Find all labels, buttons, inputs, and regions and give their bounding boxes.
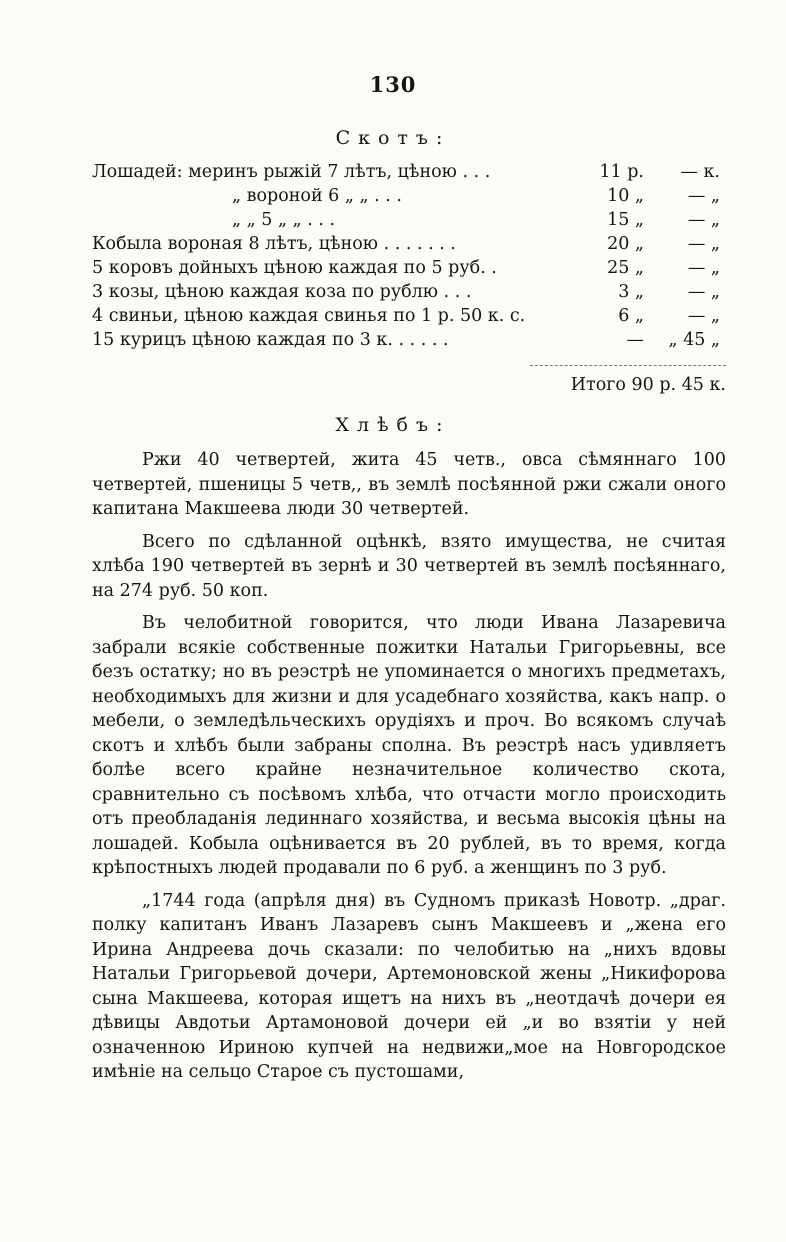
livestock-desc: 4 свиньи, цѣною каждая свинья по 1 р. 50 к. с. — [92, 306, 526, 326]
livestock-total: Итого 90 р. 45 к. — [570, 375, 726, 395]
livestock-desc: Лошадей: меринъ рыжій 7 лѣтъ, цѣною . . . — [92, 162, 491, 182]
livestock-row — [92, 256, 732, 280]
price-rub: 11 р. — [599, 162, 644, 182]
livestock-desc: 3 козы, цѣною каждая коза по рублю . . . — [92, 282, 472, 302]
price-kop: — „ — [687, 234, 720, 254]
livestock-desc: Кобыла вороная 8 лѣтъ, цѣною . . . . . . . — [92, 234, 456, 254]
livestock-row — [92, 232, 732, 256]
livestock-row — [92, 328, 732, 352]
quoted-paragraph: „1744 года (апрѣля дня) въ Судномъ приказѣ Новотр. „драг. полку капитанъ Иванъ Лазаревъ сынъ Макшеевъ и „жена его Ирина Андреева дочь сказали: по челобитью на „нихъ вдовы Натальи Григорьевой дочери, Артемоновской жены „Никифорова сына Макшеева, которая ищетъ на нихъ въ „неотдачѣ дочери ея дѣвицы Авдотьи Артамоновой дочери ей „и во взятіи у ней означенною Ириною купчей на недвижи„мое на Новгородское имѣніе на сельцо Старое съ пустошами, — [92, 890, 726, 1082]
price-kop: — „ — [687, 186, 720, 206]
price-kop: — к. — [680, 162, 720, 182]
price-rub: 10 „ — [607, 186, 644, 206]
livestock-row — [92, 280, 732, 304]
livestock-desc: „ „ 5 „ „ . . . — [232, 210, 336, 230]
grain-heading: Хлѣбъ: — [335, 414, 451, 436]
price-rub: 25 „ — [607, 258, 644, 278]
livestock-price — [592, 184, 724, 208]
livestock-row — [92, 160, 732, 184]
livestock-price — [592, 280, 724, 304]
paragraph: Ржи 40 четвертей, жита 45 четв., овса сѣмяннаго 100 четвертей, пшеницы 5 четв,, въ землѣ посѣянной ржи сжали оного капитана Макшеева люди 30 четвертей. — [92, 450, 726, 519]
body-text — [92, 448, 726, 1085]
price-rub: 15 „ — [607, 210, 644, 230]
price-kop: — „ — [687, 258, 720, 278]
price-rub: 3 „ — [618, 282, 644, 302]
livestock-desc: 5 коровъ дойныхъ цѣною каждая по 5 руб. . — [92, 258, 497, 278]
price-rub: 20 „ — [607, 234, 644, 254]
livestock-price — [592, 304, 724, 328]
paragraph: Въ челобитной говорится, что люди Ивана Лазаревича забрали всякіе собственные пожитки Натальи Григорьевны, все безъ остатку; но въ реэстрѣ не упоминается о многихъ предметахъ, необходимыхъ для жизни и для усадебнаго хозяйства, какъ напр. о мебели, о земледѣльческихъ орудіяхъ и проч. Во всякомъ случаѣ скотъ и хлѣбъ были забраны сполна. Въ реэстрѣ насъ удивляетъ болѣе всего крайне незначительное количество скота, сравнительно съ посѣвомъ хлѣба, что отчасти могло происходить отъ преобладанія лединнаго хозяйства, и весьма высокія цѣны на лошадей. Кобыла оцѣнивается въ 20 рублей, въ то время, когда крѣпостныхъ людей продавали по 6 руб. а женщинъ по 3 руб. — [92, 613, 726, 878]
price-kop: „ 45 „ — [668, 330, 720, 350]
livestock-row — [92, 184, 732, 208]
price-rub: 6 „ — [618, 306, 644, 326]
livestock-desc: „ вороной 6 „ „ . . . — [232, 186, 402, 206]
total-separator — [530, 365, 726, 366]
livestock-heading: Скотъ: — [335, 127, 451, 149]
price-rub: — — [626, 330, 644, 350]
price-kop: — „ — [687, 282, 720, 302]
livestock-price — [592, 232, 724, 256]
livestock-price — [592, 328, 724, 352]
livestock-desc: 15 курицъ цѣною каждая по 3 к. . . . . . — [92, 330, 449, 350]
livestock-price — [592, 160, 724, 184]
livestock-row — [92, 208, 732, 232]
livestock-price — [592, 256, 724, 280]
price-kop: — „ — [687, 306, 720, 326]
paragraph: Всего по сдѣланной оцѣнкѣ, взято имущества, не считая хлѣба 190 четвертей въ зернѣ и 30 четвертей въ землѣ посѣяннаго, на 274 руб. 50 коп. — [92, 531, 726, 601]
price-kop: — „ — [687, 210, 720, 230]
livestock-list — [92, 160, 732, 352]
page-number: 130 — [369, 72, 417, 97]
livestock-price — [592, 208, 724, 232]
livestock-row — [92, 304, 732, 328]
